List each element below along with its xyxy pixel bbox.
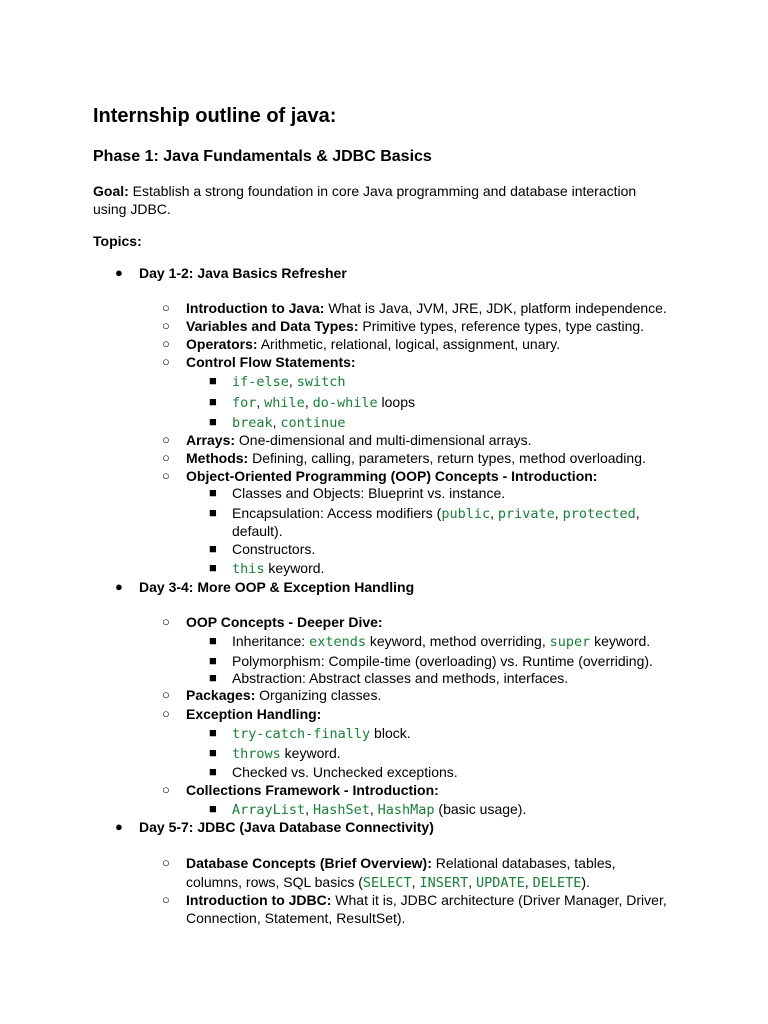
sub-item-collections: ArrayList, HashSet, HashMap (basic usage).: [232, 801, 527, 818]
list-item-exceptions: Exception Handling:: [186, 706, 322, 722]
bullet-l3: ■: [209, 745, 217, 760]
bullet-l3: ■: [209, 653, 217, 668]
bullet-l3: ■: [209, 725, 217, 740]
sub-item-this: this keyword.: [232, 560, 325, 577]
bullet-l2: ○: [162, 687, 170, 702]
topics-label: Topics:: [93, 233, 142, 249]
bullet-l3: ■: [209, 414, 217, 429]
list-item-arrays: Arrays: One-dimensional and multi-dimensional arrays.: [186, 432, 532, 448]
bullet-l1: ●: [115, 579, 123, 594]
document-title: Internship outline of java:: [93, 105, 337, 127]
list-item-collections: Collections Framework - Introduction:: [186, 782, 439, 798]
list-item-deeper-dive: OOP Concepts - Deeper Dive:: [186, 614, 383, 630]
bullet-l2: ○: [162, 614, 170, 629]
list-item-control-flow: Control Flow Statements:: [186, 354, 356, 370]
sub-item-encapsulation: Encapsulation: Access modifiers (public, private, protected,: [232, 505, 640, 522]
sub-item-try-catch: try-catch-finally block.: [232, 725, 411, 742]
bullet-l2: ○: [162, 336, 170, 351]
bullet-l2: ○: [162, 706, 170, 721]
list-item-intro: Introduction to Java: What is Java, JVM, JRE, JDK, platform independence.: [186, 300, 667, 316]
day3-heading: Day 3-4: More OOP & Exception Handling: [139, 579, 415, 595]
list-item-variables: Variables and Data Types: Primitive types, reference types, type casting.: [186, 318, 645, 334]
bullet-l2: ○: [162, 468, 170, 483]
bullet-l2: ○: [162, 782, 170, 797]
bullet-l2: ○: [162, 450, 170, 465]
bullet-l1: ●: [115, 265, 123, 280]
day5-heading: Day 5-7: JDBC (Java Database Connectivity): [139, 819, 434, 835]
goal-text: Establish a strong foundation in core Java programming and database interaction: [132, 183, 637, 199]
bullet-l3: ■: [209, 764, 217, 779]
sub-item-classes: Classes and Objects: Blueprint vs. instance.: [232, 485, 506, 501]
sub-item-constructors: Constructors.: [232, 541, 316, 557]
sub-item-abstraction: Abstraction: Abstract classes and methods, interfaces.: [232, 670, 569, 686]
list-item-database: Database Concepts (Brief Overview): Relational databases, tables,: [186, 855, 616, 871]
sub-item-break: break, continue: [232, 414, 346, 431]
day1-heading: Day 1-2: Java Basics Refresher: [139, 265, 347, 281]
sub-item-checked: Checked vs. Unchecked exceptions.: [232, 764, 458, 780]
goal-line-2: using JDBC.: [93, 201, 171, 217]
bullet-l3: ■: [209, 560, 217, 575]
bullet-l3: ■: [209, 505, 217, 520]
bullet-l3: ■: [209, 485, 217, 500]
list-item-jdbc-cont: Connection, Statement, ResultSet).: [186, 910, 406, 926]
bullet-l3: ■: [209, 801, 217, 816]
bullet-l3: ■: [209, 633, 217, 648]
bullet-l2: ○: [162, 432, 170, 447]
list-item-packages: Packages: Organizing classes.: [186, 687, 382, 703]
phase-heading: Phase 1: Java Fundamentals & JDBC Basics: [93, 148, 432, 165]
list-item-methods: Methods: Defining, calling, parameters, return types, method overloading.: [186, 450, 646, 466]
bullet-l3: ■: [209, 373, 217, 388]
bullet-l2: ○: [162, 892, 170, 907]
sub-item-throws: throws keyword.: [232, 745, 341, 762]
list-item-operators: Operators: Arithmetic, relational, logical, assignment, unary.: [186, 336, 561, 352]
list-item-database-cont: columns, rows, SQL basics (SELECT, INSERT, UPDATE, DELETE).: [186, 874, 590, 891]
list-item-oop: Object-Oriented Programming (OOP) Concepts - Introduction:: [186, 468, 598, 484]
sub-item-polymorphism: Polymorphism: Compile-time (overloading) vs. Runtime (overriding).: [232, 653, 653, 669]
bullet-l3: ■: [209, 670, 217, 685]
bullet-l2: ○: [162, 318, 170, 333]
goal-line-1: [93, 182, 636, 200]
sub-item-inheritance: Inheritance: extends keyword, method overriding, super keyword.: [232, 633, 651, 650]
bullet-l2: ○: [162, 300, 170, 315]
sub-item-loops: for, while, do-while loops: [232, 394, 415, 411]
bullet-l3: ■: [209, 394, 217, 409]
sub-item-encapsulation-cont: default).: [232, 523, 283, 539]
sub-item-if-else: if-else, switch: [232, 373, 346, 390]
bullet-l1: ●: [115, 819, 123, 834]
bullet-l2: ○: [162, 354, 170, 369]
bullet-l2: ○: [162, 855, 170, 870]
bullet-l3: ■: [209, 541, 217, 556]
goal-label: Goal:: [93, 183, 129, 199]
list-item-jdbc: Introduction to JDBC: What it is, JDBC architecture (Driver Manager, Driver,: [186, 892, 667, 908]
